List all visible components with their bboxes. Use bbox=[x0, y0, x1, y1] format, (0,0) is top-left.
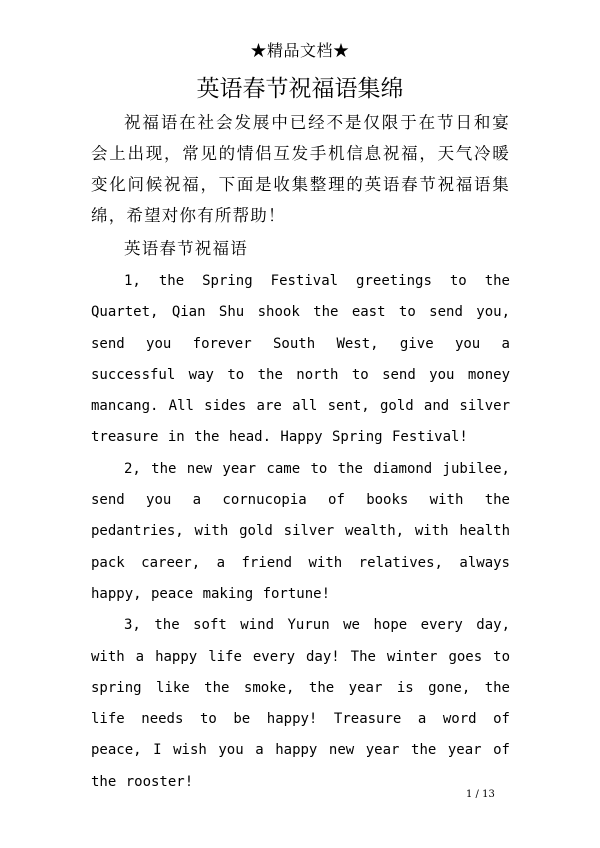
document-title: 英语春节祝福语集绵 bbox=[196, 76, 404, 102]
page-number: 1 / 13 bbox=[466, 789, 495, 800]
document-body bbox=[91, 107, 510, 798]
greeting-paragraph-2: 2, the new year came to the diamond jubilee, send you a cornucopia of books with the pedantries, with gold silver wealth, with health pack career, a friend with relatives, always happy, peace making fortune! bbox=[91, 460, 510, 602]
greeting-paragraph-1: 1, the Spring Festival greetings to the Quartet, Qian Shu shook the east to send you, send you forever South West, give you a successful way to the north to send you money mancang. All sides are all sent, gold and silver treasure in the head. Happy Spring Festival! bbox=[91, 273, 510, 446]
intro-paragraph: 祝福语在社会发展中已经不是仅限于在节日和宴会上出现，常见的情侣互发手机信息祝福，天气冷暖变化问候祝福，下面是收集整理的英语春节祝福语集绵，希望对你有所帮助！ bbox=[91, 113, 510, 225]
section-subheading: 英语春节祝福语 bbox=[124, 239, 248, 258]
header-label: ★精品文档★ bbox=[250, 41, 350, 60]
greeting-paragraph-3: 3, the soft wind Yurun we hope every day, with a happy life every day! The winter goes to spring like the smoke, the year is gone, the life needs to be happy! Treasure a word of peace, I wish you a happy new year the year of the rooster! bbox=[91, 617, 510, 790]
